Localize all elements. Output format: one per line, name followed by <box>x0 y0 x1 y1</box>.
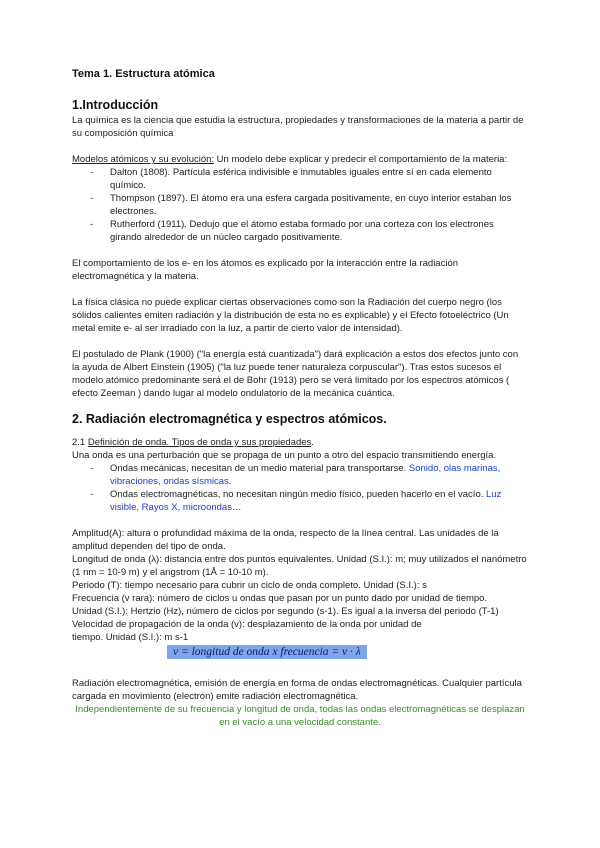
wave-formula: v = longitud de onda x frecuencia = v · λ <box>167 645 367 659</box>
models-list <box>72 166 528 244</box>
list-item <box>90 462 528 488</box>
subsection-title <box>72 436 528 449</box>
intro-heading: 1.Introducción <box>72 98 159 112</box>
property-period: Periodo (T): tiempo necesario para cubrir un ciclo de onda completo. Unidad (S.I.): s <box>72 580 427 591</box>
models-text: Un modelo debe explicar y predecir el comportamiento de la materia: <box>214 154 508 165</box>
highlight-text: Independientemente de su frecuencia y longitud de onda, todas las ondas electromagnéticas se desplazan en el vacío a una velocidad constante. <box>75 704 525 728</box>
paragraph: El comportamiento de los e- en los átomos es explicado por la interacción entre la radiación electromagnética y la materia. <box>72 258 459 282</box>
property-frequency-unit: Unidad (S.I.): Hertzio (Hz), número de ciclos por segundo (s-1). Es igual a la inversa del periodo (T-1) <box>72 606 499 617</box>
subsection-number: 2.1 <box>72 437 88 448</box>
property-amplitude: Amplitud(A): altura o profundidad máxima de la onda, respecto de la línea central. Las unidades de la amplitud dependen del tipo de onda. <box>72 528 499 552</box>
wave-type-examples: Sonido, olas marinas, vibraciones, ondas sísmicas. <box>110 463 501 487</box>
paragraph: El postulado de Plank (1900) ("la energía está cuantizada") dará explicación a estos dos efectos junto con la ayuda de Albert Einstein (1905) ("la luz puede tener naturaleza corpuscular"). Tras estos sucesos el modelo atómico predominante será el de Bohr (1913) pero se verá limitado por los espectros atómicos ( efecto Zeeman ) dando lugar al modelo ondulatorio de la mecánica cuántica. <box>72 349 519 399</box>
list-item <box>90 488 528 514</box>
paragraph: La física clásica no puede explicar ciertas observaciones como son la Radiación del cuerpo negro (los sólidos calientes emiten radiación y la distribución de esta no es explicable) y el Efecto fotoeléctrico (Un metal emite e- al ser irradiado con la luz, a partir de cierto valor de intensidad). <box>72 297 509 334</box>
property-velocity: Velocidad de propagación de la onda (v): desplazamiento de la onda por unidad de tiempo. Unidad (S.I.): m s-1 <box>72 619 422 643</box>
wave-type-examples: Luz visible, Rayos X, microondas… <box>110 489 502 513</box>
wave-definition: Una onda es una perturbación que se propaga de un punto a otro del espacio transmitiendo energía. <box>72 450 497 461</box>
subsection-title-text: Definición de onda. Tipos de onda y sus propiedades <box>87 437 312 448</box>
models-label: Modelos atómicos y su evolución: <box>72 154 215 165</box>
document-title: Tema 1. Estructura atómica <box>72 68 215 80</box>
subsection-dot: . <box>311 437 314 448</box>
intro-text: La química es la ciencia que estudia la estructura, propiedades y transformaciones de la materia a partir de su composición química <box>72 115 524 139</box>
list-item: - Thompson (1897). El átomo era una esfera cargada positivamente, en cuyo interior estaban los electrones. <box>90 192 528 218</box>
models-intro <box>72 153 528 166</box>
list-item: - Dalton (1808). Partícula esférica indivisible e inmutables iguales entre sí en cada elemento químico. <box>90 166 528 192</box>
section2-heading: 2. Radiación electromagnética y espectros atómicos. <box>72 412 387 426</box>
wave-type-text: Ondas electromagnéticas, no necesitan ningún medio físico, pueden hacerlo en el vacío. <box>110 489 487 500</box>
em-radiation-text: Radiación electromagnética, emisión de energía en forma de ondas electromagnéticas. Cualquier partícula cargada en movimiento (electrón) emite radiación electromagnética. <box>72 678 522 702</box>
property-frequency: Frecuencia (v rara): número de ciclos u ondas que pasan por un punto dado por unidad de tiempo. <box>72 593 488 604</box>
wave-types-list <box>72 462 528 514</box>
list-item: - Rutherford (1911). Dedujo que el átomo estaba formado por una corteza con los electrones girando alrededor de un núcleo cargado positivamente. <box>90 218 528 244</box>
wave-type-text: Ondas mecánicas, necesitan de un medio material para transportarse. <box>110 463 409 474</box>
property-wavelength: Longitud de onda (λ): distancia entre dos puntos equivalentes. Unidad (S.I.): m; muy utilizados el nanómetro (1 nm = 10-9 m) y el angstrom (1Å = 10-10 m). <box>72 554 527 578</box>
